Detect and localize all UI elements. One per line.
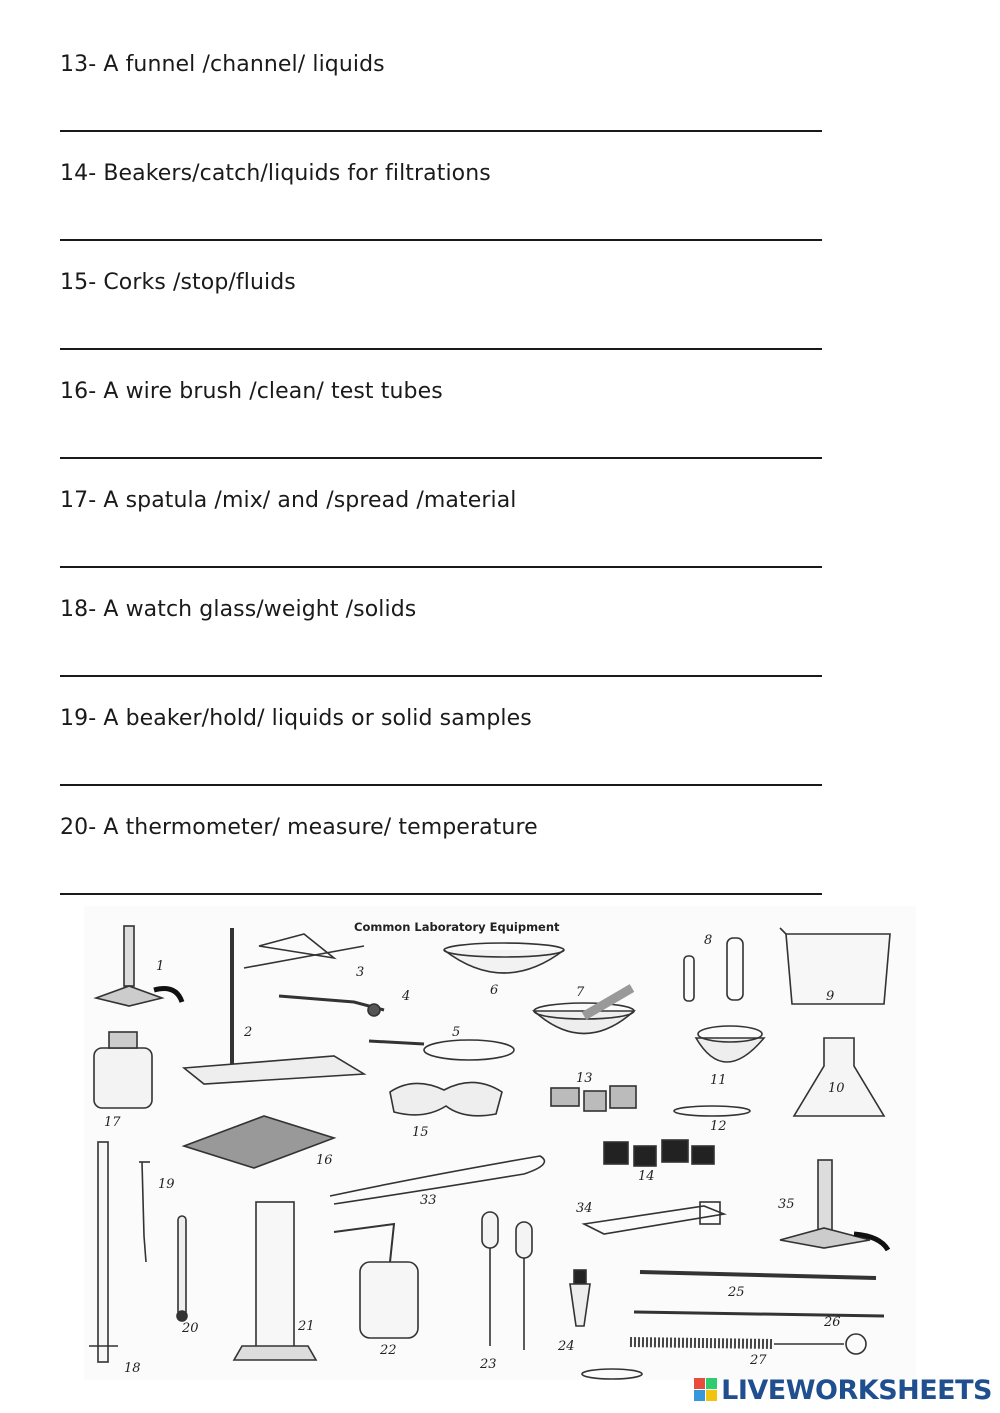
clamp-icon xyxy=(279,996,384,1016)
question-20: 20- A thermometer/ measure/ temperature xyxy=(60,815,538,840)
dropper-bottle-icon xyxy=(570,1270,590,1326)
watermark-text: LIVEWORKSHEETS xyxy=(721,1374,992,1406)
label-3: 3 xyxy=(356,965,365,980)
answer-line-20[interactable] xyxy=(60,893,822,895)
graduated-cylinder-icon xyxy=(234,1202,316,1360)
label-27: 27 xyxy=(750,1353,767,1368)
crucible-tongs-icon xyxy=(330,1156,544,1204)
tongs-long-icon xyxy=(640,1272,876,1278)
question-19: 19- A beaker/hold/ liquids or solid samples xyxy=(60,706,532,731)
label-8: 8 xyxy=(704,933,713,948)
label-5: 5 xyxy=(452,1025,461,1040)
label-22: 22 xyxy=(380,1343,397,1358)
answer-line-18[interactable] xyxy=(60,675,822,677)
question-17: 17- A spatula /mix/ and /spread /material xyxy=(60,488,517,513)
bunsen-burner-2-icon xyxy=(780,1160,888,1250)
glass-plate-icon xyxy=(674,1106,750,1116)
label-12: 12 xyxy=(710,1119,727,1134)
goggles-icon xyxy=(390,1082,502,1115)
label-13: 13 xyxy=(576,1071,593,1086)
clay-triangle-icon xyxy=(244,934,364,968)
wash-bottle-icon xyxy=(334,1224,418,1338)
pipette-icon xyxy=(139,1162,150,1262)
label-34: 34 xyxy=(576,1201,593,1216)
burette-icon xyxy=(89,1142,118,1362)
question-14: 14- Beakers/catch/liquids for filtrations xyxy=(60,161,491,186)
label-6: 6 xyxy=(490,983,499,998)
label-21: 21 xyxy=(298,1319,315,1334)
answer-line-19[interactable] xyxy=(60,784,822,786)
watch-glass-icon xyxy=(582,1369,642,1379)
label-7: 7 xyxy=(576,985,585,1000)
label-33: 33 xyxy=(420,1193,437,1208)
answer-line-15[interactable] xyxy=(60,348,822,350)
crucible-icon xyxy=(696,1026,764,1062)
iron-ring-icon xyxy=(369,1040,514,1060)
test-tube-holder-icon xyxy=(584,1202,724,1234)
lab-equipment-figure xyxy=(84,906,916,1380)
erlenmeyer-flask-icon xyxy=(794,1038,884,1116)
label-25: 25 xyxy=(728,1285,745,1300)
label-10: 10 xyxy=(828,1081,845,1096)
test-tubes-icon xyxy=(684,938,743,1001)
bunsen-burner-icon xyxy=(96,926,182,1006)
label-1: 1 xyxy=(156,959,165,974)
label-16: 16 xyxy=(316,1153,333,1168)
answer-line-17[interactable] xyxy=(60,566,822,568)
beaker-icon xyxy=(780,928,890,1004)
label-4: 4 xyxy=(402,989,411,1004)
thermometer-icon xyxy=(177,1216,187,1321)
evaporating-dish-icon xyxy=(444,943,564,973)
label-17: 17 xyxy=(104,1115,121,1130)
answer-line-14[interactable] xyxy=(60,239,822,241)
rubber-stoppers-icon xyxy=(604,1140,714,1166)
lab-equipment-drawing xyxy=(84,906,916,1380)
wire-gauze-icon xyxy=(184,1116,334,1168)
label-19: 19 xyxy=(158,1177,175,1192)
label-20: 20 xyxy=(182,1321,199,1336)
question-18: 18- A watch glass/weight /solids xyxy=(60,597,417,622)
liveworksheets-logo xyxy=(694,1373,992,1407)
answer-line-13[interactable] xyxy=(60,130,822,132)
question-13: 13- A funnel /channel/ liquids xyxy=(60,52,385,77)
label-15: 15 xyxy=(412,1125,429,1140)
label-2: 2 xyxy=(244,1025,253,1040)
label-23: 23 xyxy=(480,1357,497,1372)
label-11: 11 xyxy=(710,1073,727,1088)
droppers-icon xyxy=(482,1212,532,1350)
question-15: 15- Corks /stop/fluids xyxy=(60,270,296,295)
answer-line-16[interactable] xyxy=(60,457,822,459)
file-icon xyxy=(634,1312,884,1316)
figure-title: Common Laboratory Equipment xyxy=(354,920,560,934)
label-26: 26 xyxy=(824,1315,841,1330)
label-18: 18 xyxy=(124,1361,141,1376)
corks-icon xyxy=(551,1086,636,1111)
label-24: 24 xyxy=(558,1339,575,1354)
liveworksheets-mark-icon xyxy=(694,1378,718,1402)
test-tube-brush-icon xyxy=(630,1334,866,1354)
reagent-bottle-icon xyxy=(94,1032,152,1108)
question-16: 16- A wire brush /clean/ test tubes xyxy=(60,379,443,404)
label-9: 9 xyxy=(826,989,835,1004)
label-35: 35 xyxy=(778,1197,795,1212)
label-14: 14 xyxy=(638,1169,655,1184)
